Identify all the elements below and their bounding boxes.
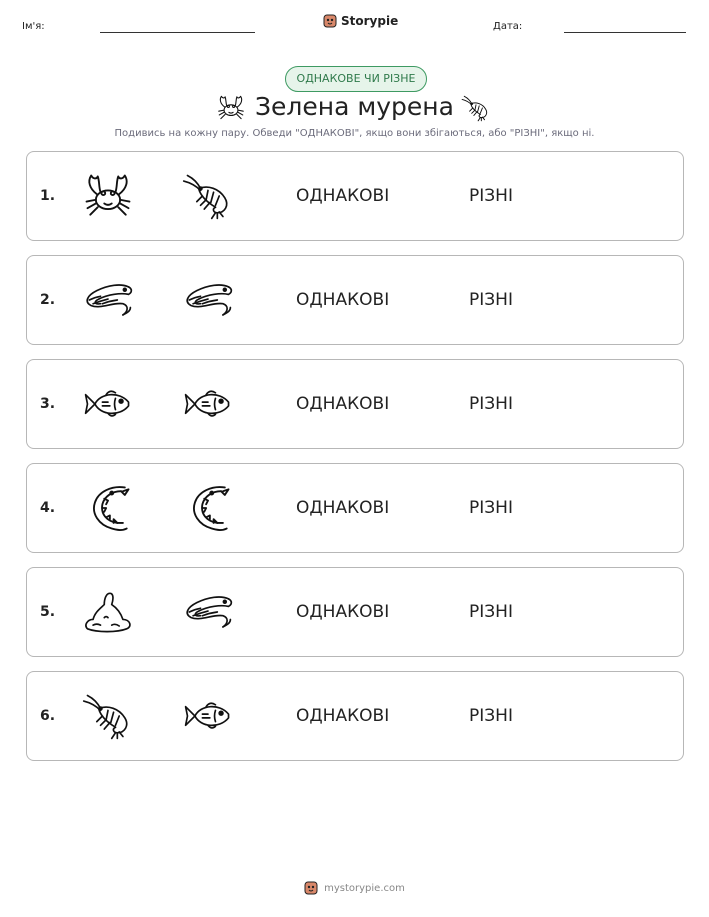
option-same[interactable]: ОДНАКОВІ [296,498,390,518]
question-row-1 [26,151,684,241]
eel-icon [80,272,136,328]
question-number: 4. [40,500,56,516]
storypie-mascot-icon [323,13,337,29]
storypie-mascot-icon [304,880,318,896]
option-different[interactable]: РІЗНІ [469,394,513,414]
option-different[interactable]: РІЗНІ [469,186,513,206]
option-different[interactable]: РІЗНІ [469,602,513,622]
option-same[interactable]: ОДНАКОВІ [296,602,390,622]
option-same[interactable]: ОДНАКОВІ [296,706,390,726]
option-different[interactable]: РІЗНІ [469,706,513,726]
option-same[interactable]: ОДНАКОВІ [296,290,390,310]
option-same[interactable]: ОДНАКОВІ [296,394,390,414]
name-field-line[interactable] [100,32,255,33]
footer [0,880,709,896]
shrimp-icon [460,92,492,124]
eel-icon [180,584,236,640]
question-number: 3. [40,396,56,412]
option-different[interactable]: РІЗНІ [469,498,513,518]
moray-mouth-icon [80,480,136,536]
option-different[interactable]: РІЗНІ [469,290,513,310]
question-row-4 [26,463,684,553]
date-field-line[interactable] [564,32,686,33]
shrimp-icon [80,688,136,744]
question-row-6 [26,671,684,761]
question-row-2 [26,255,684,345]
footer-url[interactable]: mystorypie.com [324,882,405,894]
brand-logo [323,13,398,29]
moray-mouth-icon [180,480,236,536]
question-number: 2. [40,292,56,308]
fish-icon [180,376,236,432]
date-label: Дата: [493,21,523,32]
instructions: Подивись на кожну пару. Обведи "ОДНАКОВІ", якщо вони збігаються, або "РІЗНІ", якщо ні. [114,128,595,139]
fish-icon [180,688,236,744]
name-label: Ім'я: [22,21,45,32]
page-title: Зелена мурена [255,92,454,121]
question-row-5 [26,567,684,657]
blob-icon [80,584,136,640]
crab-icon [80,168,136,224]
brand-name: Storypie [341,14,399,28]
question-row-3 [26,359,684,449]
fish-icon [80,376,136,432]
question-number: 6. [40,708,56,724]
worksheet-type-badge: ОДНАКОВЕ ЧИ РІЗНЕ [285,66,427,92]
question-number: 5. [40,604,56,620]
question-number: 1. [40,188,56,204]
eel-icon [180,272,236,328]
shrimp-icon [180,168,236,224]
option-same[interactable]: ОДНАКОВІ [296,186,390,206]
